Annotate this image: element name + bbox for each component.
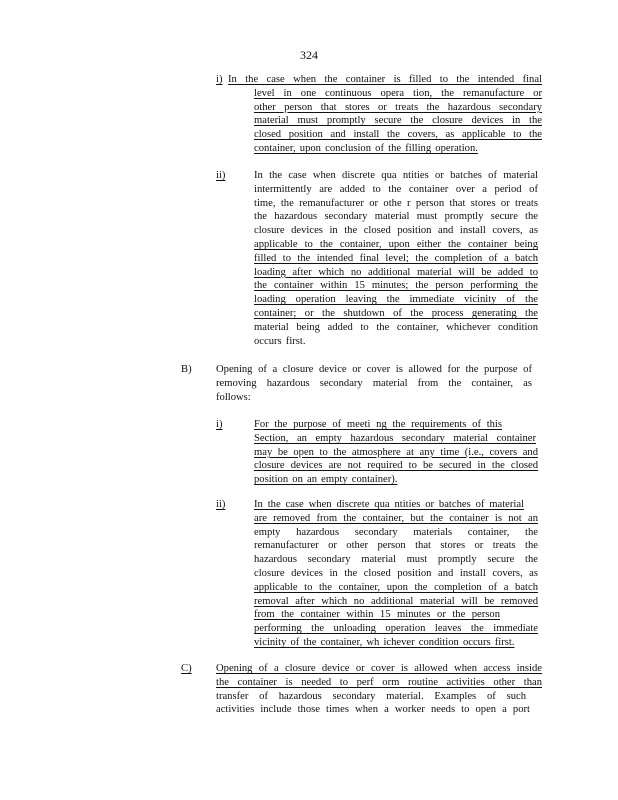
paragraph-line: remanufacturer or other person that stores or treats the xyxy=(254,540,538,552)
paragraph-line: For the purpose of meeti ng the requirements of this xyxy=(254,419,502,430)
paragraph-line: may be open to the atmosphere at any time (i.e., covers and xyxy=(254,446,538,458)
paragraph-line: vicinity of the container, wh ichever condition occurs first. xyxy=(254,636,515,648)
paragraph-line: follows: xyxy=(216,391,251,403)
paragraph-line: closure devices in the closed position and install covers, as xyxy=(254,567,538,579)
paragraph-line: closed position and install the covers, as applicable to the xyxy=(254,129,542,141)
paragraph-line: removal after which no additional material will be removed xyxy=(254,595,538,607)
paragraph-line: container; or the shutdown of the process generating the xyxy=(254,307,538,319)
paragraph-line: activities include those times when a worker needs to open a port xyxy=(216,704,530,716)
paragraph-line: Section, an empty hazardous secondary material container xyxy=(254,432,536,444)
paragraph-line: Opening of a closure device or cover is allowed when access inside xyxy=(216,663,542,674)
paragraph-line: Opening of a closure device or cover is allowed for the purpose of xyxy=(216,364,532,375)
paragraph-line: position on an empty container). xyxy=(254,474,398,486)
paragraph-line: In the case when the container is filled to the intended final xyxy=(228,74,542,85)
paragraph-line: occurs first. xyxy=(254,335,306,347)
paragraph-line: In the case when discrete qua ntities or batches of material xyxy=(254,499,524,510)
item-marker-c: C) xyxy=(181,663,192,674)
item-marker-a-ii: ii) xyxy=(216,170,226,181)
paragraph-line: transfer of hazardous secondary material. Examples of such xyxy=(216,690,526,702)
paragraph-line: applicable to the container, upon the completion of a batch xyxy=(254,581,538,593)
paragraph-line: other person that stores or treats the hazardous secondary xyxy=(254,101,542,113)
paragraph-line: the hazardous secondary material must promptly secure the xyxy=(254,211,538,223)
paragraph-c xyxy=(216,662,542,717)
paragraph-line: time, the remanufacturer or othe r person that stores or treats xyxy=(254,197,538,209)
paragraph-line: loading operation leaving the immediate vicinity of the xyxy=(254,294,538,306)
paragraph-line: loading after which no additional material will be added to xyxy=(254,266,538,278)
paragraph-a-ii xyxy=(254,169,538,348)
paragraph-line: closure devices are not required to be secured in the closed xyxy=(254,460,538,472)
item-marker-b-i: i) xyxy=(216,419,223,430)
paragraph-a-i xyxy=(228,73,542,156)
paragraph-line: the container is needed to perf orm routine activities other than xyxy=(216,676,542,688)
paragraph-line: In the case when discrete qua ntities or batches of material xyxy=(254,170,538,181)
paragraph-line: performing the unloading operation leaves the immediate xyxy=(254,623,538,635)
paragraph-line: empty hazardous secondary materials container, the xyxy=(254,526,538,538)
paragraph-b xyxy=(216,363,532,404)
item-marker-a-i: i) xyxy=(216,74,223,85)
paragraph-line: container, upon conclusion of the filling operation. xyxy=(254,142,478,154)
page-number: 324 xyxy=(300,48,318,62)
paragraph-line: closure devices in the closed position and install covers, as xyxy=(254,225,538,237)
item-marker-b-ii: ii) xyxy=(216,499,226,510)
paragraph-line: removing hazardous secondary material from the container, as xyxy=(216,377,532,389)
item-marker-b: B) xyxy=(181,364,192,375)
paragraph-line: hazardous secondary material must promptly secure the xyxy=(254,554,538,566)
paragraph-line: from the container within 15 minutes or the person xyxy=(254,609,500,621)
paragraph-b-ii xyxy=(254,498,538,650)
paragraph-line: level in one continuous opera tion, the remanufacture or xyxy=(254,87,542,99)
paragraph-line: material must promptly secure the closure devices in the xyxy=(254,115,542,127)
paragraph-line: are removed from the container, but the container is not an xyxy=(254,512,538,524)
paragraph-line: intermittently are added to the container over a period of xyxy=(254,183,538,195)
paragraph-line: material being added to the container, whichever condition xyxy=(254,321,538,333)
paragraph-line: filled to the intended final level; the completion of a batch xyxy=(254,252,538,264)
paragraph-line: applicable to the container, upon either the container being xyxy=(254,238,538,250)
paragraph-b-i xyxy=(254,418,538,487)
paragraph-line: the container within 15 minutes; the person performing the xyxy=(254,280,538,292)
